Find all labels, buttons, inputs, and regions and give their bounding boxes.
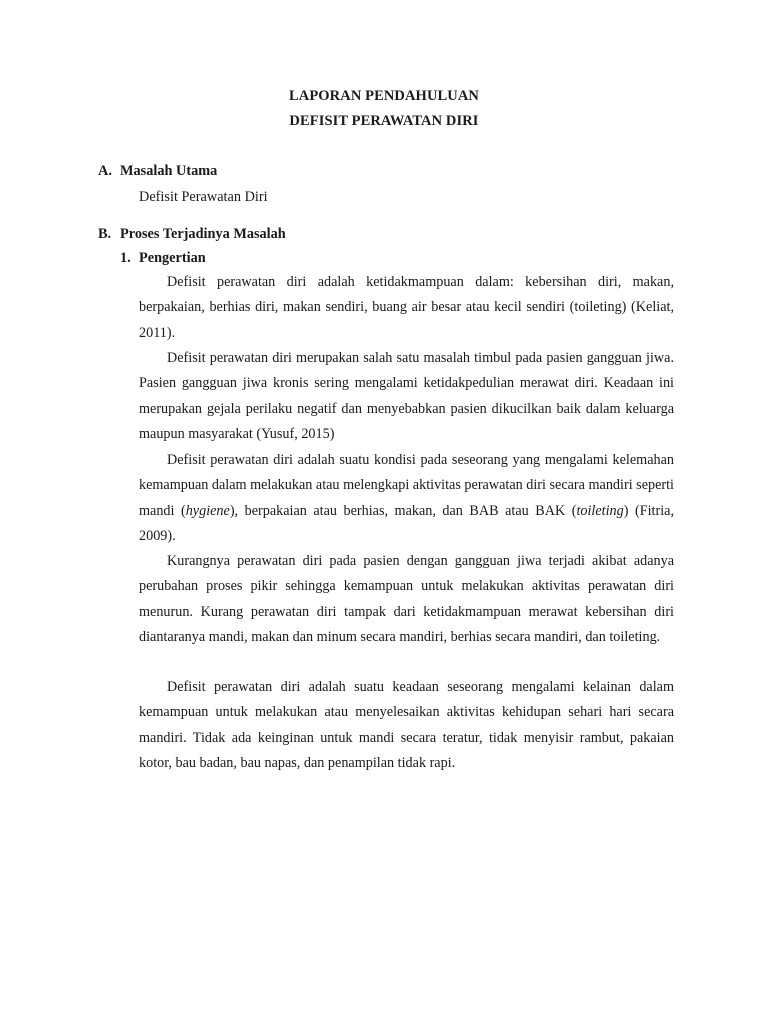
paragraph-5: Defisit perawatan diri adalah suatu keadaan seseorang mengalami kelainan dalam kemampuan untuk melakukan atau menyelesaikan aktivitas kehidupan sehari hari secara mandiri. Tidak ada keinginan untuk mandi secara teratur, tidak menyisir rambut, pakaian kotor, bau badan, bau napas, dan penampilan tidak rapi. xyxy=(139,679,674,771)
paragraph-3 xyxy=(139,448,674,549)
paragraph-1: Defisit perawatan diri adalah ketidakmampuan dalam: kebersihan diri, makan, berpakaian, berhias diri, makan sendiri, buang air besar atau kecil sendiri (toileting) (Keliat, 2011). xyxy=(139,274,674,341)
paragraph-3-italic-hygiene: hygiene xyxy=(185,502,230,519)
document-title-line1: LAPORAN PENDAHULUAN xyxy=(289,88,479,104)
section-a-content: Defisit Perawatan Diri xyxy=(139,189,268,205)
paragraph-3-text-1: Defisit perawatan diri adalah suatu kondisi pada seseorang yang mengalami kelemahan kemampuan dalam melakukan atau melengkapi aktivitas perawatan diri secara mandiri seperti mandi ( xyxy=(139,452,674,519)
paragraph-3-text-2: ), berpakaian atau berhias, makan, dan BAB atau BAK ( xyxy=(229,502,577,519)
document-title-line2: DEFISIT PERAWATAN DIRI xyxy=(289,113,479,129)
section-a-letter: A. xyxy=(98,163,112,179)
section-a-heading: Masalah Utama xyxy=(120,163,218,179)
subsection-1-number: 1. xyxy=(120,250,131,266)
section-b-heading: Proses Terjadinya Masalah xyxy=(120,226,286,242)
subsection-1-heading: Pengertian xyxy=(139,250,206,266)
paragraph-2: Defisit perawatan diri merupakan salah satu masalah timbul pada pasien gangguan jiwa. Pasien gangguan jiwa kronis sering mengalami ketidakpedulian merawat diri. Keadaan ini merupakan gejala perilaku negatif dan menyebabkan pasien dikucilkan baik dalam keluarga maupun masyarakat (Yusuf, 2015) xyxy=(139,350,674,442)
paragraph-4: Kurangnya perawatan diri pada pasien dengan gangguan jiwa terjadi akibat adanya perubahan proses pikir sehingga kemampuan untuk melakukan aktivitas perawatan diri menurun. Kurang perawatan diri tampak dari ketidakmampuan merawat kebersihan diri diantaranya mandi, makan dan minum secara mandiri, berhias secara mandiri, dan toileting. xyxy=(139,553,674,645)
paragraph-3-text-3: ) (Fitria, 2009). xyxy=(139,502,674,544)
section-b-letter: B. xyxy=(98,226,112,242)
paragraph-3-italic-toileting: toileting xyxy=(576,502,624,519)
